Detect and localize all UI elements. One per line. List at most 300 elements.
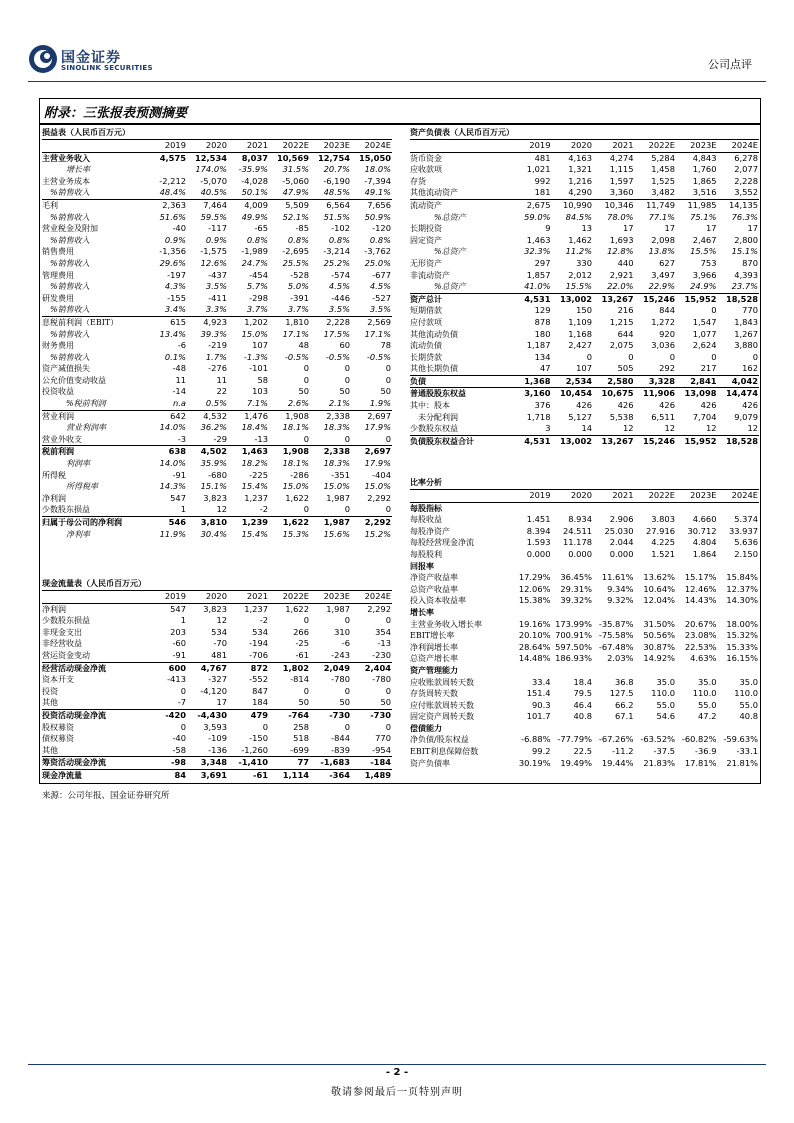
value-cell: 2.1% bbox=[328, 398, 350, 409]
table-row bbox=[410, 199, 759, 211]
value-cell: 17 bbox=[216, 697, 227, 708]
value-cell: 60 bbox=[339, 340, 350, 351]
table-row bbox=[410, 375, 759, 388]
value-cell: -1,989 bbox=[241, 246, 268, 257]
value-cell: 3.7% bbox=[287, 304, 309, 315]
row-label: 资本开支 bbox=[42, 675, 74, 685]
value-cell: -276 bbox=[208, 363, 227, 374]
value-cell: 14.43% bbox=[684, 595, 717, 606]
brand-name-en: SINOLINK SECURITIES bbox=[61, 64, 153, 72]
value-cell: 4,575 bbox=[159, 152, 186, 163]
value-cell: 9 bbox=[545, 223, 551, 234]
row-label: 利润率 bbox=[66, 459, 90, 469]
row-label: 净利润增长率 bbox=[410, 642, 458, 652]
value-cell: 24.511 bbox=[562, 525, 592, 536]
value-cell: 17.81% bbox=[684, 757, 717, 768]
value-cell: 50.56% bbox=[643, 630, 675, 641]
value-cell: 30.712 bbox=[687, 525, 717, 536]
value-cell: 15.4% bbox=[241, 481, 268, 492]
value-cell: 1,462 bbox=[568, 234, 592, 245]
value-cell: -29 bbox=[213, 433, 227, 444]
value-cell: -2 bbox=[259, 504, 268, 515]
income-table bbox=[42, 140, 392, 540]
row-label: %总资产 bbox=[434, 212, 466, 222]
value-cell: 15,246 bbox=[635, 435, 677, 447]
year-header-cell: 2021 bbox=[593, 490, 635, 502]
value-cell: 18.2% bbox=[241, 458, 268, 469]
value-cell: -391 bbox=[290, 292, 309, 303]
value-cell: 9.34% bbox=[607, 583, 634, 594]
value-cell: -3,214 bbox=[323, 246, 350, 257]
brand-name-cn: 国金证券 bbox=[61, 50, 121, 66]
value-cell: 3,823 bbox=[203, 603, 227, 614]
value-cell: 2,338 bbox=[310, 410, 351, 422]
row-label: 总资产增长率 bbox=[410, 654, 458, 664]
value-cell: -814 bbox=[290, 674, 309, 685]
value-cell: 48.5% bbox=[323, 187, 350, 198]
value-cell: -528 bbox=[290, 269, 309, 280]
table-row bbox=[410, 352, 759, 364]
value-cell: 0 bbox=[385, 374, 391, 385]
value-cell: -0.5% bbox=[366, 351, 391, 362]
value-cell: 2,098 bbox=[651, 234, 675, 245]
table-row bbox=[42, 603, 392, 615]
value-cell: 14 bbox=[581, 423, 592, 434]
value-cell: 47.9% bbox=[282, 187, 309, 198]
value-cell: 0.8% bbox=[246, 234, 268, 245]
row-label: 主营业务收入增长率 bbox=[410, 619, 482, 629]
value-cell: 12 bbox=[747, 423, 758, 434]
value-cell: -0.5% bbox=[325, 351, 350, 362]
value-cell: 0 bbox=[711, 351, 717, 362]
value-cell: 12,754 bbox=[317, 152, 350, 163]
value-cell: 546 bbox=[146, 517, 187, 529]
value-cell: 4.660 bbox=[692, 514, 717, 525]
value-cell: 15.32% bbox=[726, 630, 758, 641]
table-row bbox=[42, 434, 392, 446]
value-cell: 3.5% bbox=[369, 304, 391, 315]
value-cell: 1,216 bbox=[568, 175, 592, 186]
value-cell: -5,070 bbox=[200, 175, 227, 186]
value-cell: 13,098 bbox=[676, 388, 718, 400]
table-row bbox=[410, 619, 759, 631]
row-label: EBIT利息保障倍数 bbox=[410, 747, 479, 757]
value-cell: 5,284 bbox=[651, 152, 675, 163]
row-label: 固定资产周转天数 bbox=[410, 712, 474, 722]
value-cell: 110.0 bbox=[651, 688, 675, 699]
value-cell: 0 bbox=[344, 615, 350, 626]
value-cell: -85 bbox=[295, 223, 309, 234]
table-row bbox=[42, 529, 392, 541]
value-cell: 18,528 bbox=[718, 293, 760, 305]
value-cell: -11.2 bbox=[612, 746, 634, 757]
value-cell: -2,695 bbox=[282, 246, 309, 257]
row-label: 无形资产 bbox=[410, 258, 442, 268]
value-cell: 479 bbox=[228, 709, 269, 721]
value-cell: 1,622 bbox=[285, 492, 309, 503]
table-row bbox=[42, 270, 392, 282]
value-cell: 0 bbox=[303, 504, 309, 515]
header-blank-cell bbox=[42, 140, 146, 152]
value-cell: 4,767 bbox=[187, 662, 228, 674]
value-cell: -40 bbox=[172, 223, 186, 234]
value-cell: 32.3% bbox=[524, 246, 551, 257]
table-row bbox=[42, 458, 392, 470]
row-label: 非经营收益 bbox=[42, 639, 82, 649]
value-cell: 174.0% bbox=[195, 164, 227, 175]
row-label: 营业税金及附加 bbox=[42, 224, 98, 234]
row-label: 应付款项 bbox=[410, 317, 442, 327]
value-cell: 84 bbox=[146, 769, 187, 781]
value-cell: 17 bbox=[705, 223, 717, 234]
value-cell: -58 bbox=[172, 744, 186, 755]
income-statement bbox=[42, 127, 392, 540]
row-label: %总资产 bbox=[434, 282, 466, 292]
value-cell: 1,187 bbox=[526, 340, 551, 351]
value-cell: 10,454 bbox=[552, 388, 594, 400]
value-cell: -67.48% bbox=[598, 641, 634, 652]
table-row bbox=[410, 734, 759, 746]
value-cell: 1,114 bbox=[269, 769, 310, 781]
row-label: 税前利润 bbox=[42, 446, 146, 458]
row-label: 营业外收支 bbox=[42, 434, 82, 444]
subsection-header-row bbox=[410, 607, 759, 619]
value-cell: 2,049 bbox=[310, 662, 351, 674]
value-cell: -1.3% bbox=[243, 351, 268, 362]
value-cell: 11 bbox=[216, 374, 227, 385]
value-cell: 1,865 bbox=[692, 175, 717, 186]
value-cell: -437 bbox=[208, 269, 227, 280]
value-cell: 534 bbox=[252, 626, 268, 637]
year-header-row bbox=[410, 140, 759, 152]
table-row bbox=[410, 246, 759, 258]
value-cell: 14.0% bbox=[159, 422, 186, 433]
table-row bbox=[410, 526, 759, 538]
value-cell: 3.803 bbox=[651, 514, 675, 525]
value-cell: -2,212 bbox=[159, 175, 186, 186]
value-cell: 0 bbox=[303, 363, 309, 374]
value-cell: 110.0 bbox=[734, 688, 758, 699]
value-cell: 2,580 bbox=[593, 375, 635, 388]
value-cell: -63.52% bbox=[640, 734, 675, 745]
value-cell: 49.9% bbox=[241, 211, 268, 222]
subsection-header-row bbox=[410, 561, 759, 573]
value-cell: 2.6% bbox=[287, 398, 309, 409]
value-cell: 0 bbox=[385, 504, 391, 515]
value-cell: 36.45% bbox=[560, 572, 592, 583]
value-cell: -155 bbox=[167, 292, 186, 303]
value-cell: 50.9% bbox=[364, 211, 391, 222]
doc-type-label: 公司点评 bbox=[708, 58, 752, 71]
value-cell: 12 bbox=[216, 504, 227, 515]
table-row bbox=[410, 223, 759, 235]
value-cell: -411 bbox=[208, 292, 227, 303]
value-cell: 1.521 bbox=[651, 548, 675, 559]
value-cell: 481 bbox=[211, 649, 227, 660]
subsection-header-label: 每股指标 bbox=[410, 502, 442, 513]
table-row bbox=[410, 746, 759, 758]
table-row bbox=[42, 745, 392, 757]
value-cell: 2,012 bbox=[568, 269, 592, 280]
value-cell: -1,410 bbox=[228, 757, 269, 770]
value-cell: 1,463 bbox=[526, 234, 551, 245]
value-cell: 0 bbox=[180, 685, 186, 696]
value-cell: 76.3% bbox=[731, 211, 758, 222]
table-row bbox=[410, 423, 759, 435]
value-cell: 1,857 bbox=[526, 269, 551, 280]
year-header-cell: 2024E bbox=[718, 140, 760, 152]
header-blank-cell bbox=[410, 490, 510, 502]
value-cell: 59.5% bbox=[200, 211, 227, 222]
value-cell: 2.906 bbox=[609, 514, 634, 525]
row-label: 净负债/股东权益 bbox=[410, 735, 469, 745]
value-cell: n.a bbox=[173, 398, 186, 409]
table-row bbox=[42, 638, 392, 650]
table-row bbox=[410, 572, 759, 584]
value-cell: 310 bbox=[334, 626, 350, 637]
value-cell: 1,115 bbox=[609, 164, 634, 175]
value-cell: 2.150 bbox=[734, 548, 758, 559]
value-cell: 84.5% bbox=[565, 211, 592, 222]
value-cell: 50 bbox=[298, 697, 309, 708]
value-cell: 847 bbox=[252, 685, 268, 696]
value-cell: 13,002 bbox=[552, 435, 594, 447]
value-cell: 4,042 bbox=[718, 375, 760, 388]
value-cell: 1,368 bbox=[510, 375, 552, 388]
table-row bbox=[42, 398, 392, 410]
value-cell: 30.87% bbox=[643, 641, 675, 652]
value-cell: 15.0% bbox=[323, 481, 350, 492]
value-cell: 14,135 bbox=[718, 199, 760, 211]
value-cell: -286 bbox=[290, 469, 309, 480]
value-cell: -730 bbox=[310, 709, 351, 721]
value-cell: 22.9% bbox=[648, 281, 675, 292]
page-number: - 2 - bbox=[385, 1067, 409, 1078]
table-row bbox=[410, 688, 759, 700]
value-cell: -527 bbox=[372, 292, 391, 303]
row-label: 每股净资产 bbox=[410, 526, 450, 536]
value-cell: 7,656 bbox=[351, 199, 392, 211]
value-cell: 20.7% bbox=[323, 164, 350, 175]
row-label: 投入资本收益率 bbox=[410, 596, 466, 606]
value-cell: 18.3% bbox=[323, 422, 350, 433]
row-label: 其他流动负债 bbox=[410, 329, 458, 339]
value-cell: -454 bbox=[249, 269, 268, 280]
value-cell: 12.04% bbox=[643, 595, 675, 606]
value-cell: 1,622 bbox=[285, 603, 309, 614]
row-label: 净资产收益率 bbox=[410, 573, 458, 583]
value-cell: 11.61% bbox=[601, 572, 634, 583]
table-row bbox=[410, 549, 759, 561]
value-cell: 0 bbox=[385, 363, 391, 374]
value-cell: 4,393 bbox=[734, 269, 758, 280]
value-cell: 4,531 bbox=[510, 435, 552, 447]
value-cell: 51.5% bbox=[323, 211, 350, 222]
value-cell: 22.0% bbox=[607, 281, 634, 292]
value-cell: 6,511 bbox=[651, 411, 675, 422]
row-label: 普通股股东权益 bbox=[410, 388, 510, 400]
value-cell: 40.8 bbox=[573, 711, 592, 722]
value-cell: 1,463 bbox=[228, 446, 269, 458]
row-label: 净利润 bbox=[42, 604, 66, 614]
value-cell: 4,502 bbox=[187, 446, 228, 458]
value-cell: 1,802 bbox=[269, 662, 310, 674]
ratio-title: 比率分析 bbox=[410, 477, 759, 490]
year-header-cell: 2022E bbox=[269, 591, 310, 603]
table-row bbox=[42, 316, 392, 328]
value-cell: 50 bbox=[380, 386, 391, 397]
value-cell: 55.0 bbox=[739, 699, 758, 710]
value-cell: 9,079 bbox=[734, 411, 758, 422]
value-cell: 103 bbox=[252, 386, 268, 397]
value-cell: -2 bbox=[259, 615, 268, 626]
row-label: 长期投资 bbox=[410, 224, 442, 234]
value-cell: 615 bbox=[146, 316, 187, 328]
value-cell: 4.225 bbox=[651, 537, 675, 548]
value-cell: 15,952 bbox=[676, 435, 718, 447]
table-row bbox=[42, 329, 392, 341]
value-cell: 15.38% bbox=[518, 595, 551, 606]
value-cell: -194 bbox=[249, 638, 268, 649]
value-cell: 25.0% bbox=[364, 257, 391, 268]
value-cell: -14 bbox=[172, 386, 186, 397]
value-cell: 870 bbox=[742, 257, 758, 268]
value-cell: 2,467 bbox=[692, 234, 717, 245]
value-cell: 3,516 bbox=[692, 187, 717, 198]
value-cell: 3,328 bbox=[635, 375, 677, 388]
row-label: 其他长期负债 bbox=[410, 364, 458, 374]
table-row bbox=[42, 199, 392, 211]
value-cell: 58 bbox=[257, 374, 268, 385]
value-cell: 1,021 bbox=[526, 164, 551, 175]
value-cell: -351 bbox=[331, 469, 350, 480]
value-cell: 19.16% bbox=[518, 618, 551, 629]
row-label: 长期贷款 bbox=[410, 352, 442, 362]
row-label: %销售收入 bbox=[50, 352, 90, 362]
value-cell: 3,360 bbox=[609, 187, 634, 198]
row-label: %销售收入 bbox=[50, 258, 90, 268]
value-cell: 47.2 bbox=[698, 711, 717, 722]
row-label: %销售收入 bbox=[50, 329, 90, 339]
table-row bbox=[410, 711, 759, 723]
table-row bbox=[42, 246, 392, 258]
value-cell: -60.82% bbox=[681, 734, 717, 745]
value-cell: 0.000 bbox=[568, 548, 592, 559]
value-cell: 0 bbox=[669, 351, 675, 362]
value-cell: 1,272 bbox=[651, 316, 675, 327]
row-label: 财务费用 bbox=[42, 341, 74, 351]
value-cell: 50 bbox=[298, 386, 309, 397]
value-cell: 5.636 bbox=[734, 537, 758, 548]
value-cell: 18.0% bbox=[364, 164, 391, 175]
value-cell: 7.1% bbox=[246, 398, 268, 409]
value-cell: 3,497 bbox=[651, 269, 675, 280]
value-cell: 14.48% bbox=[518, 653, 551, 664]
value-cell: 15.5% bbox=[690, 246, 717, 257]
value-cell: 0.8% bbox=[328, 234, 350, 245]
table-row bbox=[42, 293, 392, 305]
row-label: 资产负债率 bbox=[410, 758, 450, 768]
value-cell: 15.5% bbox=[565, 281, 592, 292]
value-cell: 21.81% bbox=[726, 757, 758, 768]
value-cell: 217 bbox=[700, 363, 717, 374]
value-cell: -13 bbox=[377, 638, 391, 649]
row-label: 所得税率 bbox=[66, 482, 98, 492]
value-cell: 5.7% bbox=[246, 281, 268, 292]
value-cell: 78 bbox=[380, 340, 391, 351]
value-cell: 2,427 bbox=[568, 340, 592, 351]
value-cell: 12.06% bbox=[518, 583, 551, 594]
value-cell: 107 bbox=[252, 340, 268, 351]
value-cell: 4,923 bbox=[187, 316, 228, 328]
value-cell: 1,810 bbox=[269, 316, 310, 328]
value-cell: 1 bbox=[180, 615, 186, 626]
row-label: 资产减值损失 bbox=[42, 364, 90, 374]
value-cell: 5,538 bbox=[609, 411, 634, 422]
value-cell: 1,202 bbox=[228, 316, 269, 328]
value-cell: 15.84% bbox=[726, 572, 758, 583]
value-cell: 48.4% bbox=[159, 187, 186, 198]
table-row bbox=[410, 630, 759, 642]
value-cell: 2,292 bbox=[367, 603, 391, 614]
row-label: 存货周转天数 bbox=[410, 689, 458, 699]
table-row bbox=[42, 674, 392, 686]
value-cell: 644 bbox=[617, 328, 634, 339]
value-cell: 4,163 bbox=[568, 152, 592, 163]
value-cell: 13,267 bbox=[593, 435, 635, 447]
table-row bbox=[42, 386, 392, 398]
value-cell: 992 bbox=[534, 175, 551, 186]
value-cell: 1.9% bbox=[369, 398, 391, 409]
ratio-analysis bbox=[410, 477, 759, 769]
table-row bbox=[42, 258, 392, 270]
year-header-cell: 2022E bbox=[635, 140, 677, 152]
value-cell: -197 bbox=[167, 269, 186, 280]
value-cell: -4,120 bbox=[200, 685, 227, 696]
value-cell: 50 bbox=[339, 697, 350, 708]
value-cell: 7,704 bbox=[692, 411, 717, 422]
year-header-cell: 2019 bbox=[146, 140, 187, 152]
value-cell: 1.593 bbox=[526, 537, 551, 548]
row-label: 主营业务成本 bbox=[42, 176, 90, 186]
value-cell: -404 bbox=[372, 469, 391, 480]
value-cell: 0.9% bbox=[205, 234, 227, 245]
value-cell: 3,810 bbox=[187, 517, 228, 529]
value-cell: -954 bbox=[372, 744, 391, 755]
value-cell: 2,404 bbox=[351, 662, 392, 674]
value-cell: 1,077 bbox=[692, 328, 717, 339]
value-cell: 0 bbox=[711, 305, 717, 316]
table-row bbox=[410, 317, 759, 329]
balance-title: 资产负债表（人民币百万元） bbox=[410, 127, 759, 140]
value-cell: 184 bbox=[252, 697, 268, 708]
table-row bbox=[42, 340, 392, 352]
value-cell: 1,215 bbox=[609, 316, 634, 327]
table-row bbox=[410, 235, 759, 247]
value-cell: 14.30% bbox=[726, 595, 758, 606]
value-cell: 1,760 bbox=[692, 164, 717, 175]
table-row bbox=[410, 270, 759, 282]
value-cell: 0 bbox=[344, 363, 350, 374]
table-row bbox=[410, 700, 759, 712]
value-cell: 5.0% bbox=[287, 281, 309, 292]
value-cell: 47 bbox=[539, 363, 551, 374]
value-cell: 3,160 bbox=[510, 388, 552, 400]
value-cell: 216 bbox=[617, 305, 634, 316]
value-cell: 10,675 bbox=[593, 388, 635, 400]
row-label: 少数股东损益 bbox=[42, 505, 90, 515]
value-cell: 173.99% bbox=[555, 618, 592, 629]
